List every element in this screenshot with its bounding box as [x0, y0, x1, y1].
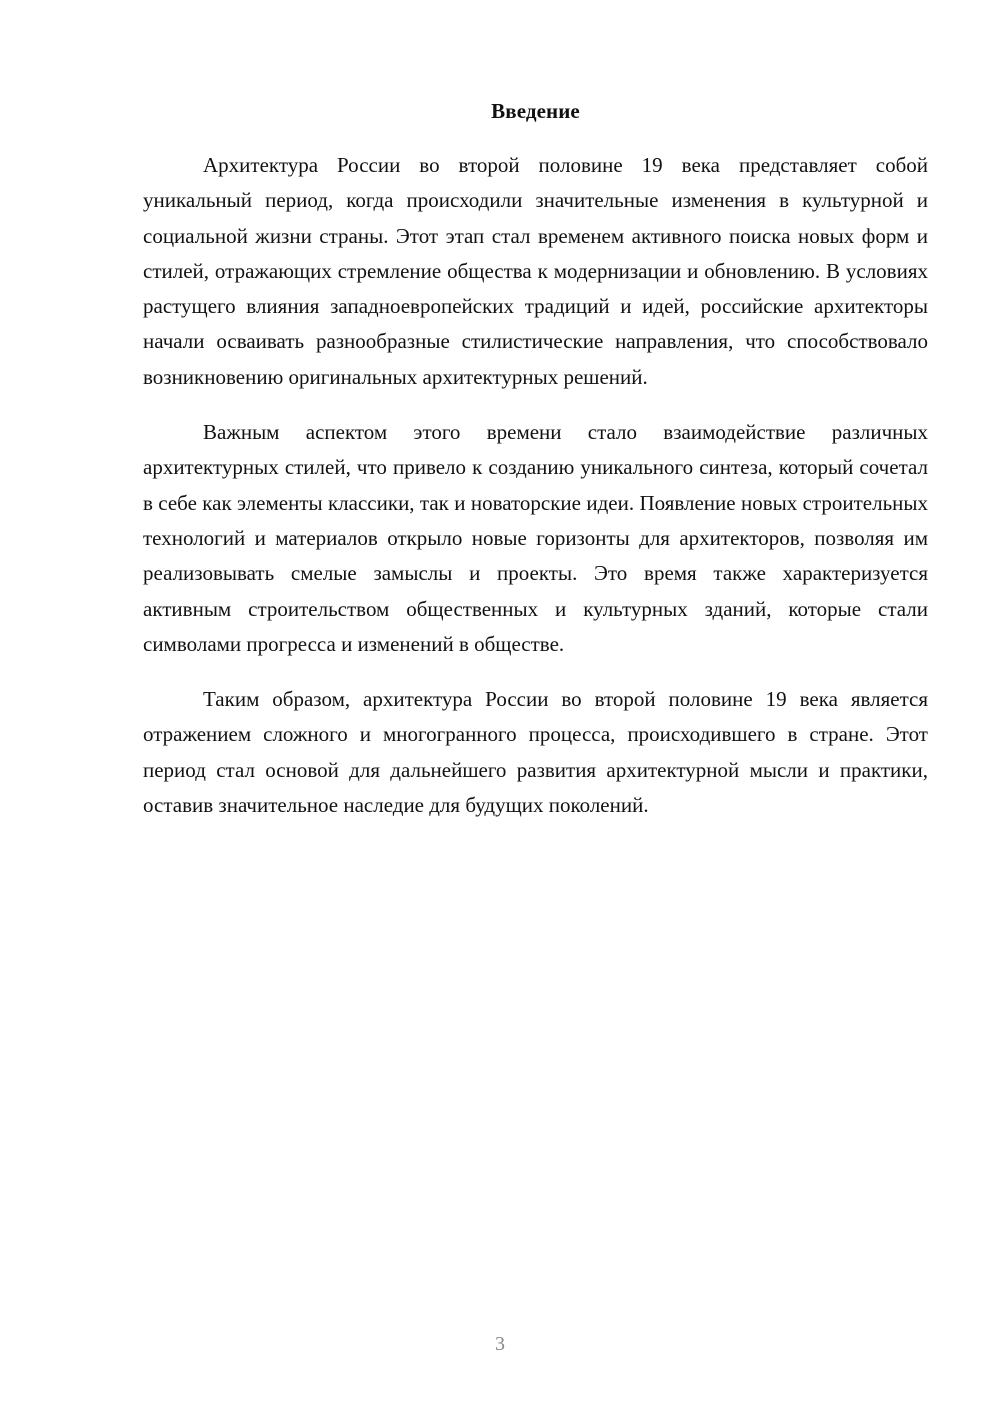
section-title: Введение — [491, 99, 580, 123]
page-content — [143, 94, 928, 843]
page-number: 3 — [495, 1333, 505, 1355]
paragraph-3: Таким образом, архитектура России во второй половине 19 века является отражением сложного и многогранного процесса, происходившего в стране. Этот период стал основой для дальнейшего развития архитектурной мысли и практики, оставив значительное наследие для будущих поколений. — [143, 687, 928, 818]
paragraph-1: Архитектура России во второй половине 19 века представляет собой уникальный период, когда происходили значительные изменения в культурной и социальной жизни страны. Этот этап стал временем активного поиска новых форм и стилей, отражающих стремление общества к модернизации и обновлению. В условиях растущего влияния западноевропейских традиций и идей, российские архитекторы начали осваивать разнообразные стилистические направления, что способствовало возникновению оригинальных архитектурных решений. — [143, 153, 928, 389]
paragraph-2: Важным аспектом этого времени стало взаимодействие различных архитектурных стилей, что привело к созданию уникального синтеза, который сочетал в себе как элементы классики, так и новаторские идеи. Появление новых строительных технологий и материалов открыло новые горизонты для архитекторов, позволяя им реализовывать смелые замыслы и проекты. Это время также характеризуется активным строительством общественных и культурных зданий, которые стали символами прогресса и изменений в обществе. — [143, 420, 928, 656]
